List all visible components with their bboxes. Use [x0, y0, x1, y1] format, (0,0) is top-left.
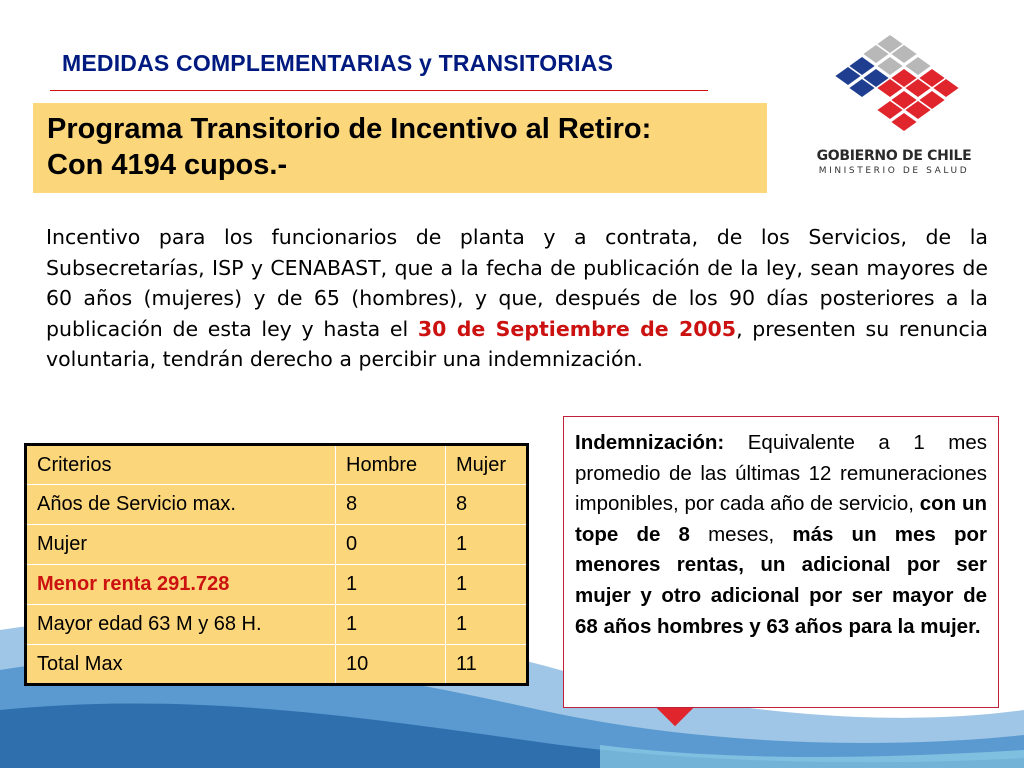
table-cell: 10	[336, 645, 446, 685]
program-title-line-2: Con 4194 cupos.-	[47, 149, 288, 181]
indemnizacion-label: Indemnización:	[575, 431, 725, 454]
table-cell: 11	[446, 645, 528, 685]
table-cell: 1	[446, 605, 528, 645]
indemnizacion-text	[575, 428, 987, 642]
table-cell: 0	[336, 525, 446, 565]
table-cell: 1	[446, 525, 528, 565]
header-divider	[50, 90, 708, 91]
table-header-row	[26, 445, 528, 485]
table-row	[26, 565, 528, 605]
program-title-box	[33, 103, 767, 193]
table-cell: Años de Servicio max.	[26, 485, 336, 525]
table-cell: Mayor edad 63 M y 68 H.	[26, 605, 336, 645]
header-hombre: Hombre	[336, 445, 446, 485]
indemnizacion-text-2: meses,	[689, 522, 793, 546]
table-row	[26, 605, 528, 645]
table-cell: 1	[336, 565, 446, 605]
logo-diamond	[877, 57, 902, 75]
table-row	[26, 485, 528, 525]
table-cell: Mujer	[26, 525, 336, 565]
table-cell: 8	[336, 485, 446, 525]
table-cell: 1	[446, 565, 528, 605]
indemnizacion-bold-1: con un tope de 8	[575, 492, 988, 546]
indemnizacion-bold-2: más un mes por menores rentas, un adicional por ser mujer y otro adicional por ser mayor de 68 años hombres y 63 años para la mujer.	[575, 522, 987, 638]
logo-name: GOBIERNO DE CHILE	[816, 148, 972, 164]
table-cell: Total Max	[26, 645, 336, 685]
description-text-end: , presenten su renuncia voluntaria, tendrán derecho a percibir una indemnización.	[46, 316, 988, 371]
table-row	[26, 645, 528, 685]
table-cell: 8	[446, 485, 528, 525]
table-cell-highlight: Menor renta 291.728	[26, 565, 336, 605]
table-cell: 1	[336, 605, 446, 645]
header-mujer: Mujer	[446, 445, 528, 485]
incentive-description	[46, 222, 988, 375]
logo-subtitle: MINISTERIO DE SALUD	[818, 166, 970, 176]
logo-diamond	[905, 57, 930, 75]
program-title-line-1: Programa Transitorio de Incentivo al Retiro:	[47, 113, 652, 145]
header-title: MEDIDAS COMPLEMENTARIAS y TRANSITORIAS	[62, 50, 614, 76]
logo-diamond	[891, 113, 916, 131]
criteria-table	[24, 443, 529, 686]
deadline-date: 30 de Septiembre de 2005	[417, 316, 737, 341]
description-text-start: Incentivo para los funcionarios de planta y a contrata, de los Servicios, de la Subsecretarías, ISP y CENABAST, que a la fecha de publicación de la ley, sean mayores de 60 años (mujeres) y de 65 (hombres), y que, después de los 90 días posteriores a la publicación de esta ley y hasta el	[46, 225, 988, 341]
indemnizacion-box	[563, 416, 999, 708]
indemnizacion-text-1: Equivalente a 1 mes promedio de las últimas 12 remuneraciones imponibles, por cada año de servicio,	[575, 431, 987, 516]
header-criterios: Criterios	[26, 445, 336, 485]
table-row	[26, 525, 528, 565]
